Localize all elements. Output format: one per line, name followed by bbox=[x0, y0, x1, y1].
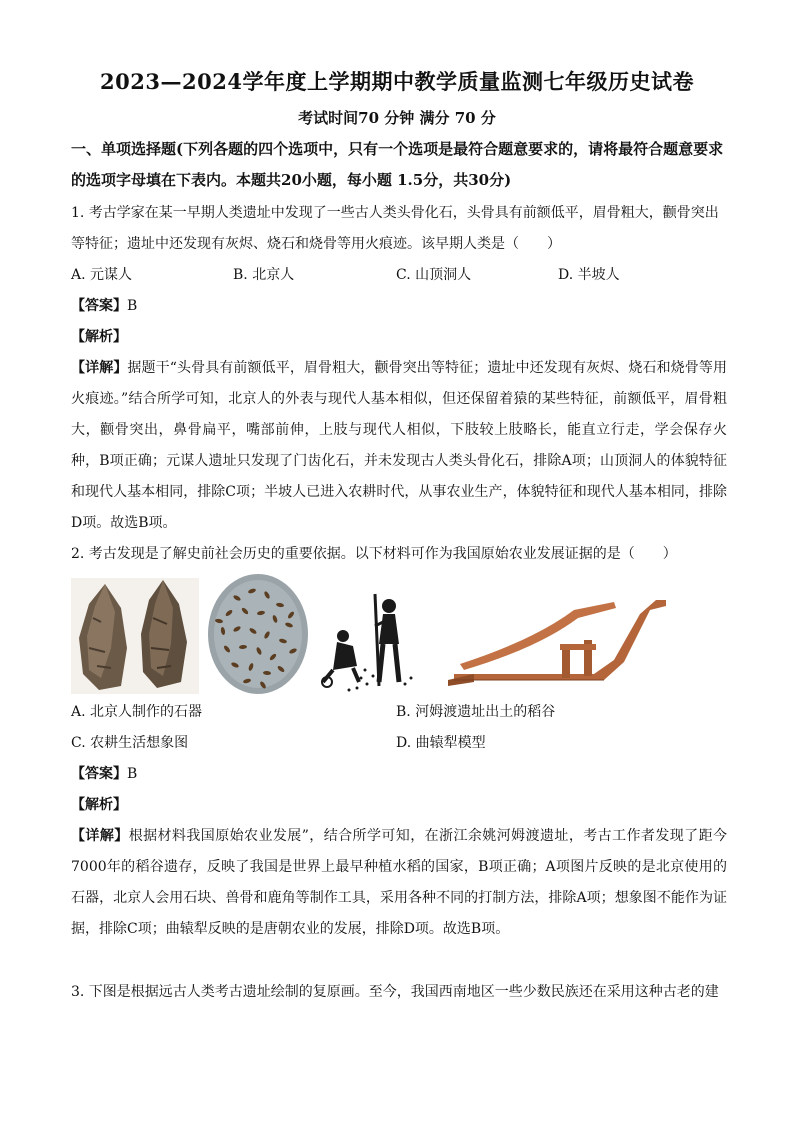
detail-label: 【详解】 bbox=[71, 828, 129, 844]
q1-detail bbox=[71, 353, 727, 539]
q2-detail bbox=[71, 821, 727, 945]
q2-analysis-label bbox=[71, 795, 127, 815]
q2-stem: 2. 考古发现是了解史前社会历史的重要依据。以下材料可作为我国原始农业发展证据的是（ ） bbox=[71, 546, 677, 562]
detail-text: 据题干“头骨具有前额低平，眉骨粗大，颧骨突出等特征；遗址中还发现有灰烬、烧石和烧骨等用火痕迹。”结合所学可知，北京人的外表与现代人基本相似，但还保留着猿的某些特征，前额低平，眉骨粗大，颧骨突出，鼻骨扁平，嘴部前伸，上肢与现代人相似，下肢较上肢略长，能直立行走，学会保存火种，B项正确；元谋人遗址只发现了门齿化石，并未发现古人类头骨化石，排除A项；山顶洞人的体貌特征和现代人基本相同，排除C项；半坡人已进入农耕时代，从事农业生产，体貌特征和现代人基本相同，排除D项。故选B项。 bbox=[71, 360, 727, 531]
page-title: 2023—2024学年度上学期期中教学质量监测七年级历史试卷 bbox=[100, 69, 694, 94]
q1-option-a: A. 元谋人 bbox=[71, 267, 133, 283]
detail-label: 【详解】 bbox=[71, 360, 128, 376]
q1-analysis-label bbox=[71, 327, 127, 347]
curved-plow-image bbox=[444, 590, 674, 690]
answer-value: B bbox=[127, 298, 138, 314]
answer-value: B bbox=[127, 766, 138, 782]
q1-answer bbox=[71, 296, 137, 316]
q1-option-c: C. 山顶洞人 bbox=[396, 267, 472, 283]
analysis-label: 【解析】 bbox=[71, 797, 127, 813]
q2-option-d: D. 曲辕犁模型 bbox=[396, 735, 486, 751]
q1-option-b: B. 北京人 bbox=[233, 267, 295, 283]
q1-stem-line2: 等特征；遗址中还发现有灰烬、烧石和烧骨等用火痕迹。该早期人类是（ ） bbox=[71, 236, 561, 252]
stone-tools-image bbox=[71, 578, 199, 694]
q2-option-b: B. 河姆渡遗址出土的稻谷 bbox=[396, 704, 556, 720]
answer-label: 【答案】 bbox=[71, 298, 127, 314]
q2-option-c: C. 农耕生活想象图 bbox=[71, 735, 189, 751]
q2-answer bbox=[71, 764, 137, 784]
analysis-label: 【解析】 bbox=[71, 329, 127, 345]
exam-info: 考试时间70 分钟 满分 70 分 bbox=[298, 109, 496, 127]
farming-life-image bbox=[313, 590, 425, 694]
answer-label: 【答案】 bbox=[71, 766, 127, 782]
rice-grains-image bbox=[207, 573, 309, 695]
detail-text: 根据材料我国原始农业发展”，结合所学可知，在浙江余姚河姆渡遗址，考古工作者发现了距今7000年的稻谷遗存，反映了我国是世界上最早种植水稻的国家，B项正确；A项图片反映的是北京使用的石器，北京人会用石块、兽骨和鹿角等制作工具，采用各种不同的打制方法，排除A项；想象图不能作为证据，排除C项；曲辕犁反映的是唐朝农业的发展，排除D项。故选B项。 bbox=[71, 828, 728, 937]
q1-stem-line1: 1. 考古学家在某一早期人类遗址中发现了一些古人类头骨化石，头骨具有前额低平，眉骨粗大，颧骨突出 bbox=[71, 205, 719, 221]
section-heading: 一、单项选择题(下列各题的四个选项中，只有一个选项是最符合题意要求的，请将最符合题意要求的选项字母填在下表内。本题共20小题，每小题 1.5分，共30分) bbox=[71, 140, 724, 189]
q2-option-a: A. 北京人制作的石器 bbox=[71, 704, 203, 720]
q3-stem: 3. 下图是根据远古人类考古遗址绘制的复原画。至今，我国西南地区一些少数民族还在采用这种古老的建 bbox=[71, 984, 719, 1000]
q1-option-d: D. 半坡人 bbox=[558, 267, 620, 283]
